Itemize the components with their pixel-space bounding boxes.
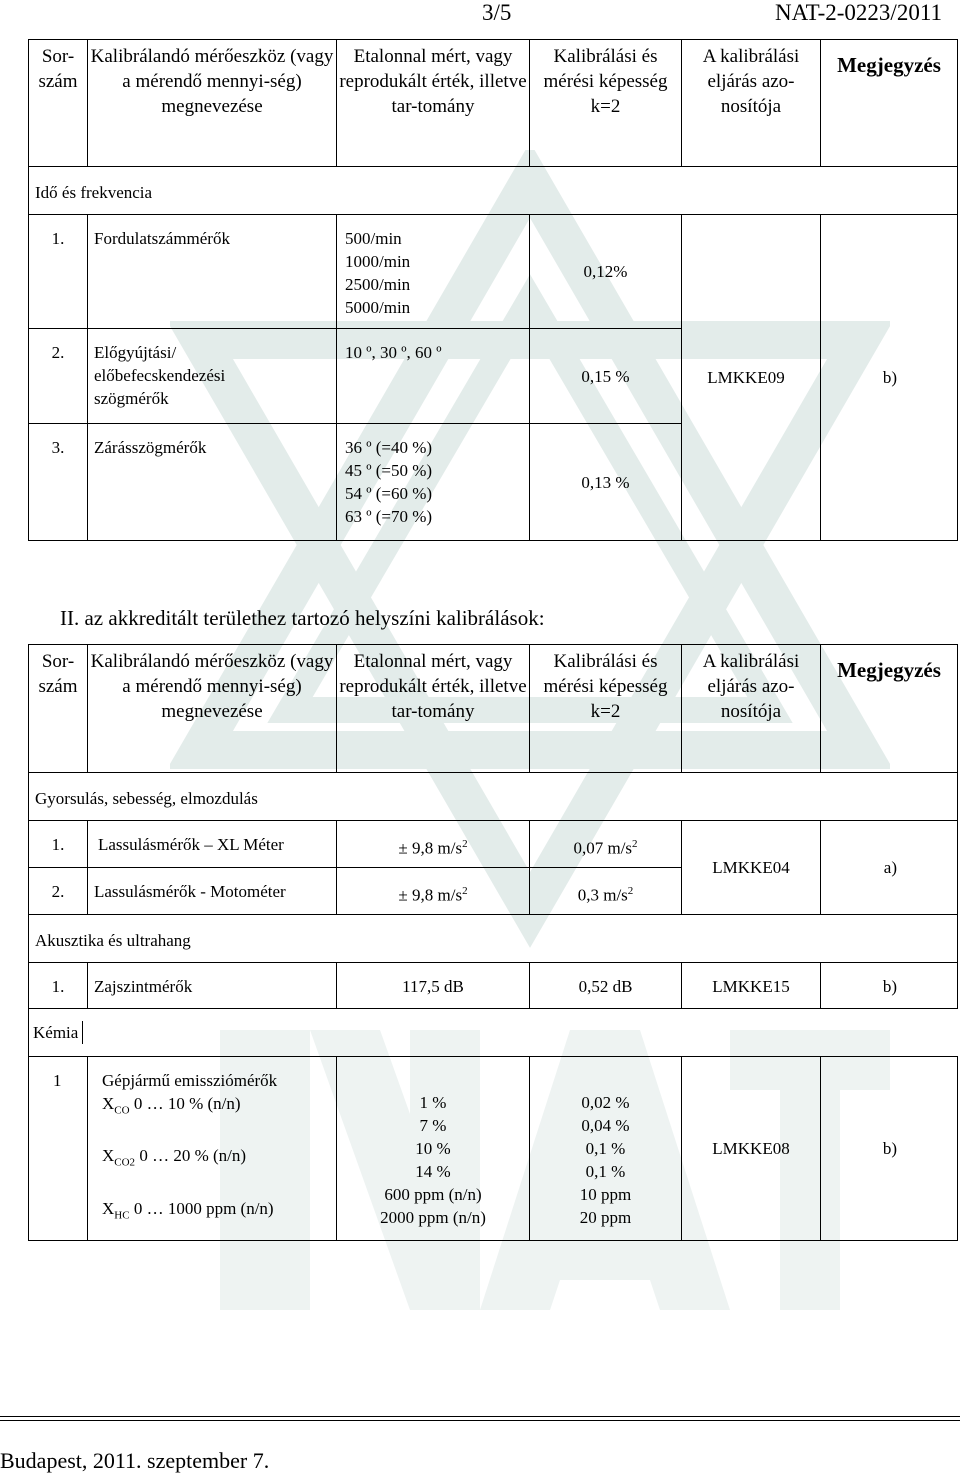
cmc-value: 0,13 % <box>530 424 682 541</box>
group-heading: Akusztika és ultrahang <box>29 915 958 963</box>
cmc-value: 0,15 % <box>530 329 682 424</box>
col-header-cmc: Kalibrálási és mérési képesség k=2 <box>530 40 682 167</box>
row-number: 1. <box>29 821 88 868</box>
col-header-cmc: Kalibrálási és mérési képesség k=2 <box>530 645 682 773</box>
cmc-value: 0,52 dB <box>530 963 682 1009</box>
row-number: 1 <box>29 1057 88 1241</box>
footer-divider <box>0 1420 960 1421</box>
procedure-id: LMKKE09 <box>682 215 821 541</box>
remark: b) <box>821 215 958 541</box>
row-number: 1. <box>29 963 88 1009</box>
remark: b) <box>821 1057 958 1241</box>
col-header-name: Kalibrálandó mérőeszköz (vagy a mérendő mennyi-ség) megnevezése <box>88 40 337 167</box>
group-heading: Gyorsulás, sebesség, elmozdulás <box>29 773 958 821</box>
instrument-name: Fordulatszámmérők <box>88 215 337 329</box>
section-title: II. az akkreditált területhez tartozó helyszíni kalibrálások: <box>60 606 545 630</box>
calibration-table-1 <box>28 39 958 541</box>
instrument-name: Gépjármű emissziómérők $X_{CO}$ 0 … 10 % (n/n) $X_{CO2}$ 0 … 20 % (n/n) $X_{HC}$ 0 … 1000 ppm (n/n) <box>88 1057 337 1241</box>
instrument-name: Zárásszögmérők <box>88 424 337 541</box>
value: ± 9,8 $m/s^2$ <box>337 868 530 915</box>
instrument-name: Lassulásmérők – XL Méter <box>88 821 337 868</box>
col-header-name: Kalibrálandó mérőeszköz (vagy a mérendő mennyi-ség) megnevezése <box>88 645 337 773</box>
value-list: 10 º, 30 º, 60 º <box>337 329 530 424</box>
col-header-procedure: A kalibrálási eljárás azo-nosítója <box>682 645 821 773</box>
procedure-id: LMKKE04 <box>682 821 821 915</box>
row-number: 3. <box>29 424 88 541</box>
cmc-value: 0,12% <box>530 215 682 329</box>
value: ± 9,8 $m/s^2$ <box>337 821 530 868</box>
value-list: 1 % 7 % 10 % 14 % 600 ppm (n/n) 2000 ppm (n/n) <box>337 1057 530 1241</box>
value-list: 500/min 1000/min 2500/min 5000/min <box>337 215 530 329</box>
col-header-procedure: A kalibrálási eljárás azo-nosítója <box>682 40 821 167</box>
col-header-value: Etalonnal mért, vagy reprodukált érték, illetve tar-tomány <box>337 40 530 167</box>
procedure-id: LMKKE15 <box>682 963 821 1009</box>
row-number: 2. <box>29 868 88 915</box>
row-number: 2. <box>29 329 88 424</box>
document-id: NAT-2-0223/2011 <box>775 0 942 25</box>
value-list: 36 º (=40 %) 45 º (=50 %) 54 º (=60 %) 63 º (=70 %) <box>337 424 530 541</box>
remark: b) <box>821 963 958 1009</box>
col-header-remark: Megjegyzés <box>821 40 958 167</box>
col-header-sorszam: Sor- szám <box>29 40 88 167</box>
row-number: 1. <box>29 215 88 329</box>
col-header-value: Etalonnal mért, vagy reprodukált érték, illetve tar-tomány <box>337 645 530 773</box>
col-header-sorszam: Sor- szám <box>29 645 88 773</box>
page-number: 3/5 <box>482 0 512 25</box>
group-heading: Kémia <box>29 1009 958 1057</box>
cmc-list: 0,02 % 0,04 % 0,1 % 0,1 % 10 ppm 20 ppm <box>530 1057 682 1241</box>
footer-place-date: Budapest, 2011. szeptember 7. <box>0 1448 270 1473</box>
cmc-value: 0,3 $m/s^2$ <box>530 868 682 915</box>
group-heading: Idő és frekvencia <box>29 167 958 215</box>
col-header-remark: Megjegyzés <box>821 645 958 773</box>
instrument-name: Lassulásmérők - Motométer <box>88 868 337 915</box>
procedure-id: LMKKE08 <box>682 1057 821 1241</box>
footer-divider <box>0 1416 960 1417</box>
cmc-value: 0,07 $m/s^2$ <box>530 821 682 868</box>
value: 117,5 dB <box>337 963 530 1009</box>
remark: a) <box>821 821 958 915</box>
calibration-table-2 <box>28 644 958 1241</box>
instrument-name: Zajszintmérők <box>88 963 337 1009</box>
instrument-name: Előgyújtási/ előbefecskendezési szögmérők <box>88 329 337 424</box>
